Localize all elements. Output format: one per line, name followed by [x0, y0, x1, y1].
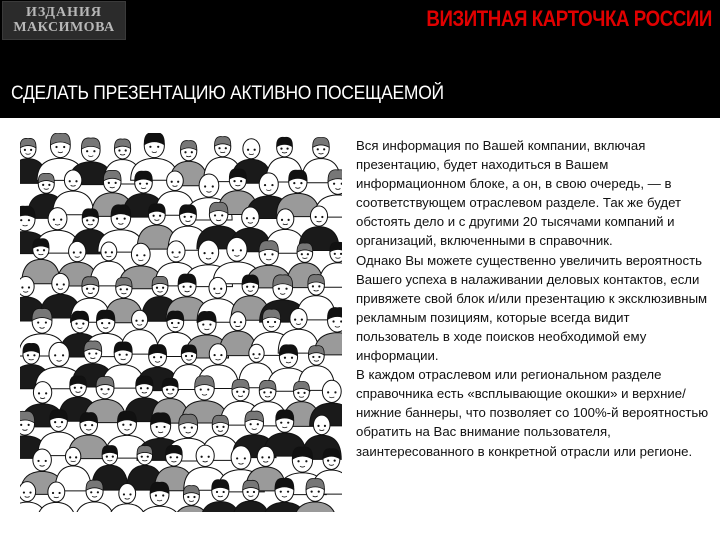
logo-line-1: ИЗДАНИЯ	[25, 5, 103, 20]
body-text	[356, 136, 712, 461]
paragraph-3: В каждом отраслевом или региональном разделе справочника есть «всплывающие окошки» и верхние/нижние баннеры, что позволяет со 100%-й вероятностью обратить на Вас внимание пользователя, заинтересованного в конкретной отрасли или регионе.	[356, 367, 709, 459]
crowd-icon	[20, 133, 342, 512]
paragraph-2: Однако Вы можете существенно увеличить вероятность Вашего успеха в налаживании деловых контактов, если привяжете свой блок и/или презентацию к эксклюзивным рекламным позициям, которые всегда видит пользователь в ходе поисков необходимой ему информации.	[356, 252, 708, 364]
publisher-logo	[2, 1, 126, 40]
slide-title: СДЕЛАТЬ ПРЕЗЕНТАЦИЮ АКТИВНО ПОСЕЩАЕМОЙ	[11, 83, 444, 104]
crowd-illustration	[20, 133, 342, 512]
header-bar	[0, 0, 720, 118]
paragraph-1: Вся информация по Вашей компании, включая презентацию, будет находиться в Вашем информационном блоке, а он, в свою очередь, — в соответствующем отраслевом разделе. Так же будет обстоять дело и с другими 20 тысячами компаний и организаций, включенными в справочник.	[356, 138, 682, 249]
brand-title: ВИЗИТНАЯ КАРТОЧКА РОССИИ	[426, 6, 712, 31]
logo-line-2: МАКСИМОВА	[13, 20, 115, 35]
